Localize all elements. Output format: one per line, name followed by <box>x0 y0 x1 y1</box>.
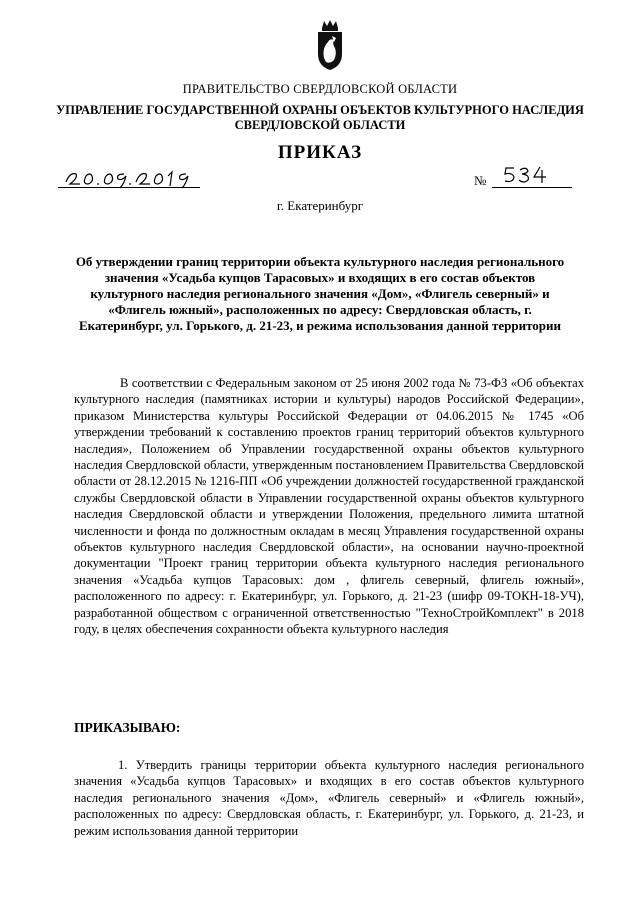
department-name: УПРАВЛЕНИЕ ГОСУДАРСТВЕННОЙ ОХРАНЫ ОБЪЕКТОВ КУЛЬТУРНОГО НАСЛЕДИЯ СВЕРДЛОВСКОЙ ОБЛАСТИ <box>56 103 584 132</box>
order-subject: Об утверждении границ территории объекта культурного наследия регионального значения «Усадьба купцов Тарасовых» и входящих в его состав объектов культурного наследия регионального значения «Дом», «Флигель северный» и «Флигель южный», расположенных по адресу: Свердловская область, г. Екатеринбург, ул. Горького, д. 21-23, и режима использования данной территории <box>75 254 565 333</box>
number-label: № <box>474 173 487 188</box>
preamble-paragraph: В соответствии с Федеральным законом от 25 июня 2002 года № 73-ФЗ «Об объектах культурного наследия (памятниках истории и культуры) народов Российской Федерации», приказом Министерства культуры Российской Федерации от 04.06.2015 № 1745 «Об утверждении требований к составлению проектов границ территорий объектов культурного наследия», Положением об Управлении государственной охраны объектов культурного наследия Свердловской области, утвержденным постановлением Правительства Свердловской области от 28.12.2015 № 1216-ПП «Об учреждении должностей государственной гражданской службы Свердловской области в Управлении государственной охраны объектов культурного наследия Свердловской области и утверждении Положения, предельного лимита штатной численности и фонда по должностным окладам в месяц Управления государственной охраны объектов культурного наследия Свердловской области», на основании научно-проектной документации "Проект границ территории объекта культурного наследия регионального значения «Усадьба купцов Тарасовых: дом , флигель северный, флигель южный», расположенного по адресу: г. Екатеринбург, ул. Горького, д. 21-23 (шифр 09-ТОКН-18-УЧ), разработанной обществом с ограниченной ответственностью "ТехноСтройКомплект" в 2018 году, в целях обеспечения сохранности объекта культурного наследия <box>74 376 584 637</box>
number-underline <box>492 187 572 188</box>
document-type-title: ПРИКАЗ <box>277 142 363 163</box>
government-name: ПРАВИТЕЛЬСТВО СВЕРДЛОВСКОЙ ОБЛАСТИ <box>182 82 458 96</box>
date-underline <box>58 187 200 188</box>
handwritten-number <box>500 162 560 186</box>
order-item-1: 1. Утвердить границы территории объекта культурного наследия регионального значения «Усадьба купцов Тарасовых» и входящих в его состав объектов культурного наследия регионального значения «Дом», «Флигель северный» и «Флигель южный», расположенных по адресу: Свердловская область, г. Екатеринбург, ул. Горького, д. 21-23, и режим использования данной территории <box>74 758 584 838</box>
sverdlovsk-coat-of-arms-icon <box>310 18 350 72</box>
city-line: г. Екатеринбург <box>276 198 364 213</box>
order-word: ПРИКАЗЫВАЮ: <box>74 720 181 735</box>
